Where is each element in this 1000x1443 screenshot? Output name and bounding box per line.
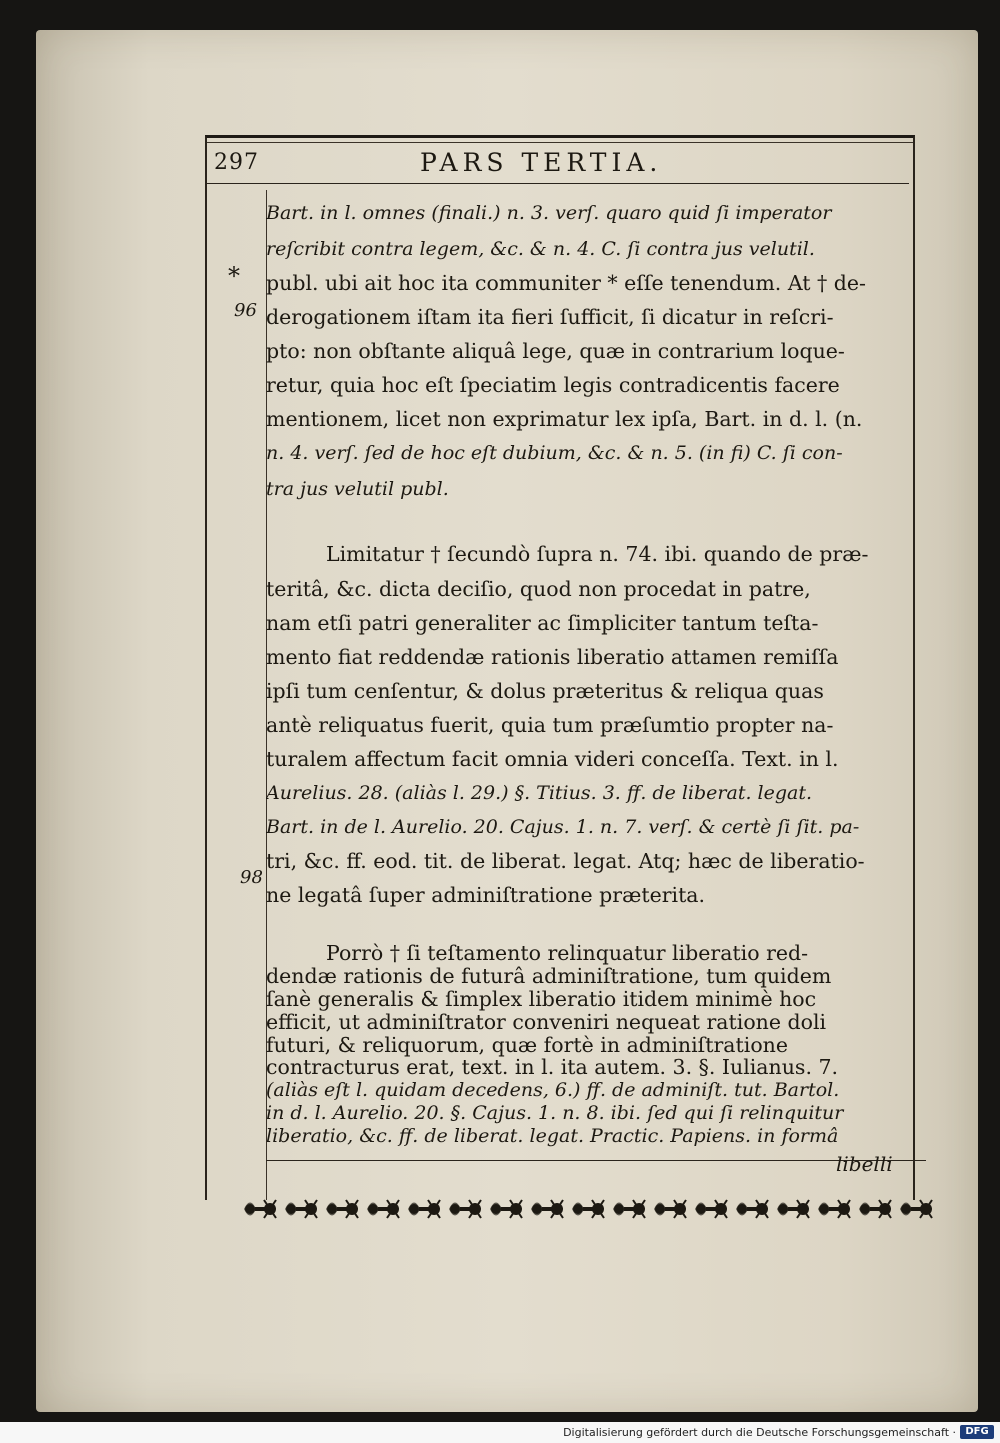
text-line: retur, quia hoc eſt ſpeciatim legis contradicentis facere	[266, 373, 840, 397]
running-head: PARS TERTIA.	[420, 148, 663, 177]
text-line: liberatio, &c. ff. de liberat. legat. Practic. Papiens. in formâ	[266, 1125, 839, 1147]
text-line: reſcribit contra legem, &c. & n. 4. C. ſi contra jus velutil.	[266, 238, 815, 260]
text-line: publ. ubi ait hoc ita communiter * eſſe tenendum. At † de-	[266, 271, 866, 295]
dfg-logo: DFG	[960, 1425, 994, 1439]
text-line: ne legatâ ſuper adminiſtratione præterita.	[266, 883, 706, 907]
text-line: teritâ, &c. dicta deciſio, quod non procedat in patre,	[266, 577, 811, 601]
text-line: tri, &c. ff. eod. tit. de liberat. legat. Atq; hæc de liberatio-	[266, 849, 865, 873]
page-number: 297	[214, 150, 259, 175]
margin-number-96: 96	[234, 300, 257, 321]
bottom-rule	[266, 1160, 926, 1161]
text-line: derogationem iſtam ita fieri ſufficit, ſi dicatur in reſcri-	[266, 305, 834, 329]
text-line: turalem affectum facit omnia videri conceſſa. Text. in l.	[266, 747, 839, 771]
catchword: libelli	[836, 1152, 893, 1176]
text-line: contracturus erat, text. in l. ita autem. 3. §. Iulianus. 7.	[266, 1056, 839, 1079]
text-line: mentionem, licet non exprimatur lex ipſa, Bart. in d. l. (n.	[266, 407, 863, 431]
text-line: Bart. in l. omnes (finali.) n. 3. verſ. quaro quid ſi imperator	[266, 202, 832, 224]
text-line: in d. l. Aurelio. 20. §. Cajus. 1. n. 8. ibi. ſed qui ſi relinquitur	[266, 1102, 844, 1124]
text-line: Porrò † ſi teſtamento relinquatur liberatio red-	[326, 942, 809, 965]
text-line: tra jus velutil publ.	[266, 478, 449, 500]
text-line: pto: non obſtante aliquâ lege, quæ in contrarium loque-	[266, 339, 845, 363]
text-line: n. 4. verſ. ſed de hoc eſt dubium, &c. & n. 5. (in fi) C. ſi con-	[266, 442, 843, 464]
text-line: futuri, & reliquorum, quæ fortè in adminiſtratione	[266, 1034, 788, 1057]
text-line: Aurelius. 28. (aliàs l. 29.) §. Titius. 3. ff. de liberat. legat.	[266, 782, 813, 804]
text-line: ſanè generalis & ſimplex liberatio itidem minimè hoc	[266, 988, 817, 1011]
text-line: Bart. in de l. Aurelio. 20. Cajus. 1. n. 7. verſ. & certè ſi ſit. pa-	[266, 816, 860, 838]
text-line: (aliàs eſt l. quidam decedens, 6.) ff. de adminiſt. tut. Bartol.	[266, 1079, 840, 1101]
text-line: Limitatur † ſecundò ſupra n. 74. ibi. quando de præ-	[326, 542, 869, 566]
margin-star: *	[228, 262, 240, 290]
text-line: efficit, ut adminiſtrator conveniri nequeat ratione doli	[266, 1011, 827, 1034]
footer-credit: Digitalisierung gefördert durch die Deutsche Forschungsgemeinschaft ·	[563, 1426, 956, 1439]
text-line: antè reliquatus fuerit, quia tum præſumtio propter na-	[266, 713, 834, 737]
margin-number-98: 98	[240, 867, 263, 888]
text-line: dendæ rationis de futurâ adminiſtratione, tum quidem	[266, 965, 832, 988]
ornament-border	[240, 1192, 940, 1226]
text-line: nam etſi patri generaliter ac ſimpliciter tantum teſta-	[266, 611, 819, 635]
footer-bar	[0, 1422, 1000, 1443]
running-head-rule	[206, 183, 909, 184]
text-line: ipſi tum cenſentur, & dolus præteritus & reliqua quas	[266, 679, 824, 703]
text-line: mento fiat reddendæ rationis liberatio attamen remiſſa	[266, 645, 839, 669]
